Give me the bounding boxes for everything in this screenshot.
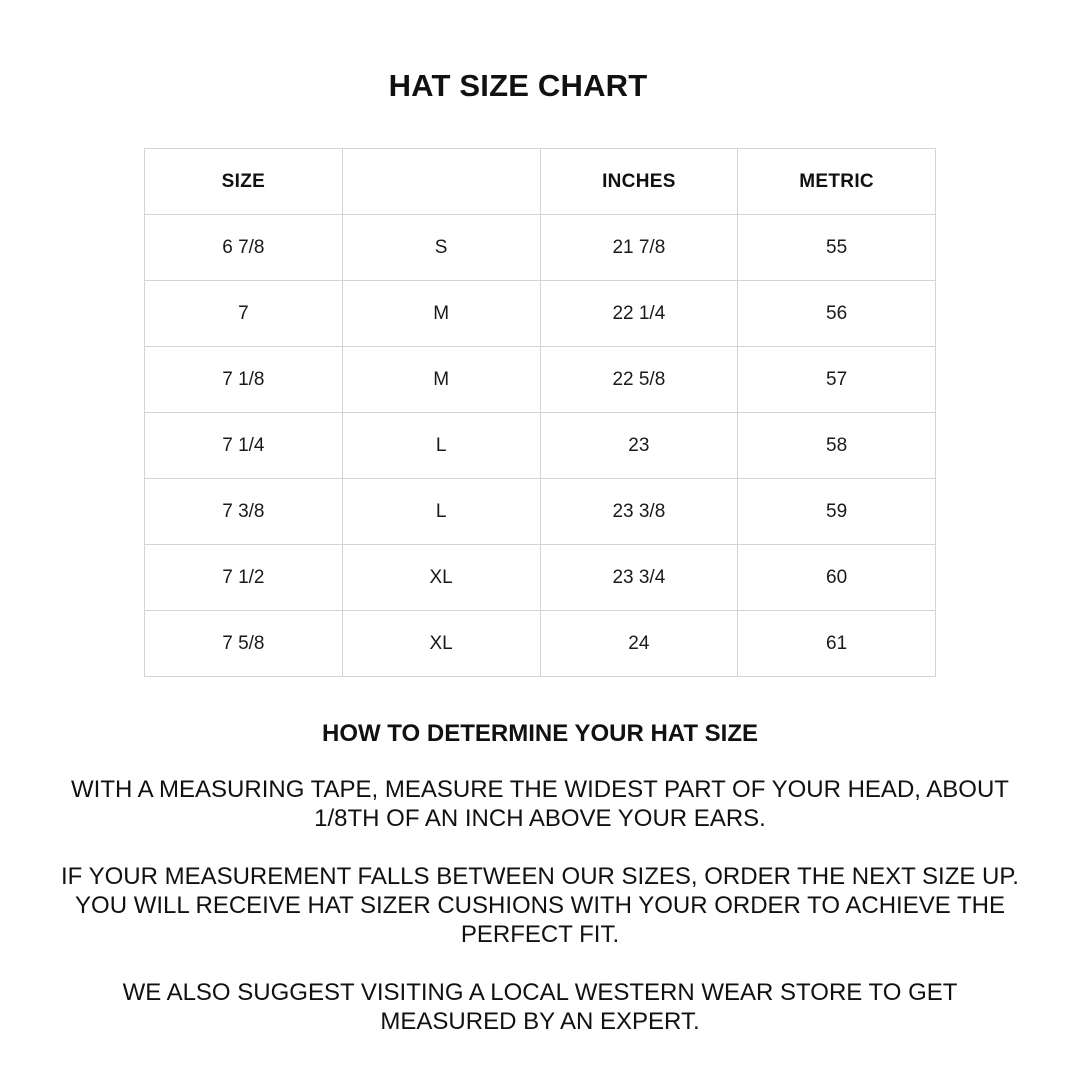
table-row: [145, 479, 936, 545]
column-header-letter: [342, 149, 540, 215]
cell-letter: S: [342, 215, 540, 281]
cell-inches: 24: [540, 611, 738, 677]
table-row: [145, 611, 936, 677]
cell-letter: M: [342, 281, 540, 347]
instruction-paragraph-between-sizes: IF YOUR MEASUREMENT FALLS BETWEEN OUR SIZES, ORDER THE NEXT SIZE UP. YOU WILL RECEIVE HAT SIZER CUSHIONS WITH YOUR ORDER TO ACHIEVE THE PERFECT FIT.: [61, 863, 1019, 948]
cell-inches: 22 5/8: [540, 347, 738, 413]
page-title: HAT SIZE CHART: [388, 68, 648, 103]
cell-metric: 60: [738, 545, 936, 611]
cell-inches: 23 3/8: [540, 479, 738, 545]
cell-letter: L: [342, 413, 540, 479]
cell-letter: XL: [342, 611, 540, 677]
cell-letter: L: [342, 479, 540, 545]
cell-inches: 23 3/4: [540, 545, 738, 611]
instruction-paragraph-measure: WITH A MEASURING TAPE, MEASURE THE WIDEST PART OF YOUR HEAD, ABOUT 1/8TH OF AN INCH ABOVE YOUR EARS.: [71, 776, 1009, 832]
cell-size: 7 1/4: [145, 413, 343, 479]
cell-metric: 58: [738, 413, 936, 479]
cell-size: 7 5/8: [145, 611, 343, 677]
table-header-row: [145, 149, 936, 215]
cell-metric: 59: [738, 479, 936, 545]
cell-metric: 57: [738, 347, 936, 413]
cell-metric: 61: [738, 611, 936, 677]
cell-letter: XL: [342, 545, 540, 611]
cell-size: 6 7/8: [145, 215, 343, 281]
cell-metric: 55: [738, 215, 936, 281]
howto-heading: HOW TO DETERMINE YOUR HAT SIZE: [321, 720, 759, 747]
cell-letter: M: [342, 347, 540, 413]
hat-size-table: [144, 148, 936, 677]
table-row: [145, 545, 936, 611]
table-row: [145, 215, 936, 281]
cell-size: 7: [145, 281, 343, 347]
table-row: [145, 347, 936, 413]
table-row: [145, 413, 936, 479]
cell-size: 7 1/2: [145, 545, 343, 611]
column-header-inches: INCHES: [540, 149, 738, 215]
cell-inches: 22 1/4: [540, 281, 738, 347]
column-header-size: SIZE: [145, 149, 343, 215]
column-header-metric: METRIC: [738, 149, 936, 215]
cell-size: 7 3/8: [145, 479, 343, 545]
cell-inches: 23: [540, 413, 738, 479]
cell-inches: 21 7/8: [540, 215, 738, 281]
cell-size: 7 1/8: [145, 347, 343, 413]
table-row: [145, 281, 936, 347]
cell-metric: 56: [738, 281, 936, 347]
instruction-paragraph-store-visit: WE ALSO SUGGEST VISITING A LOCAL WESTERN WEAR STORE TO GET MEASURED BY AN EXPERT.: [122, 979, 958, 1035]
